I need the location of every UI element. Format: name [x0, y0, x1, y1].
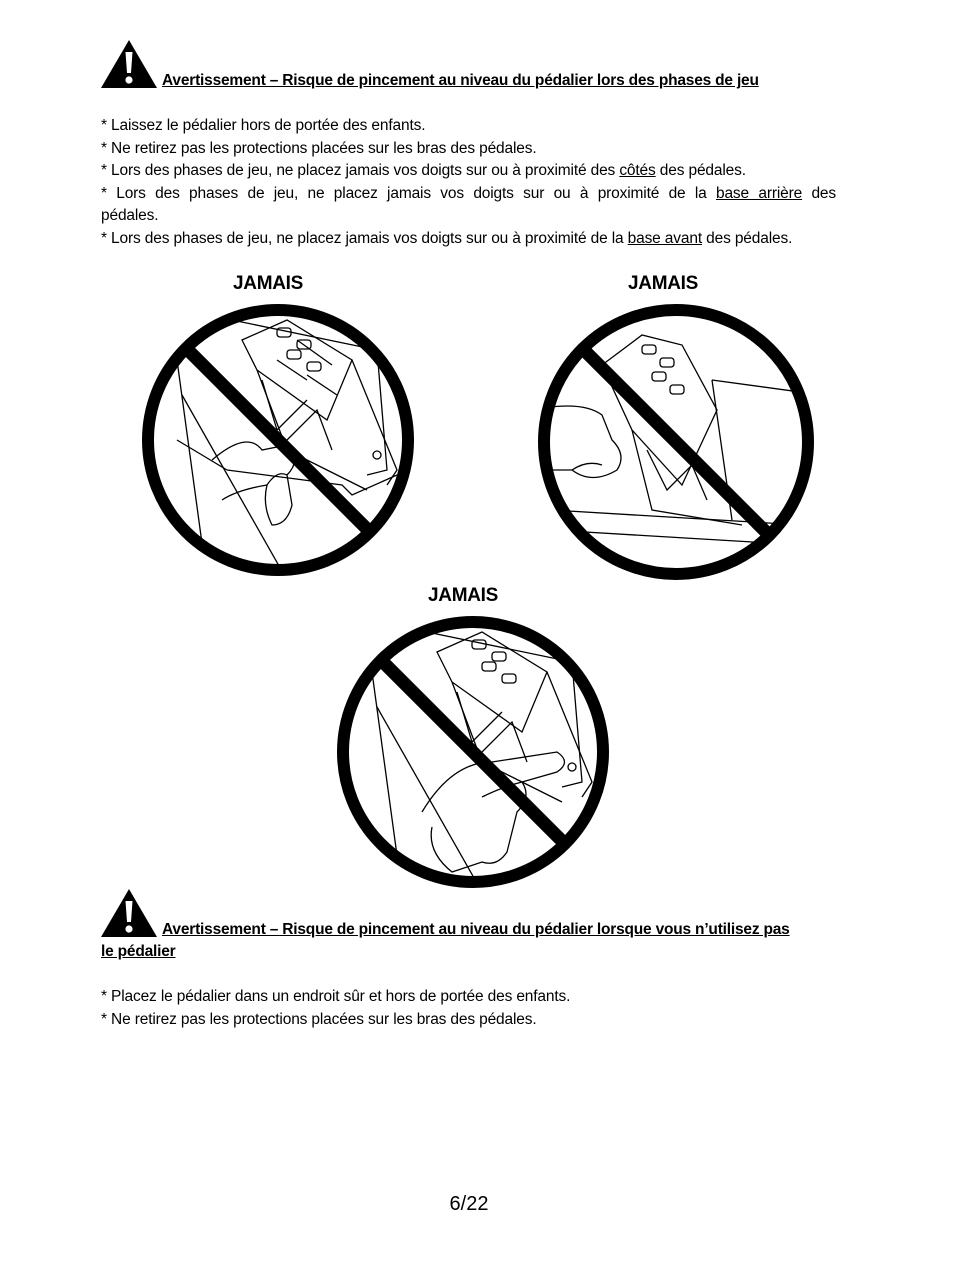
page-number: 6/22	[449, 1193, 489, 1215]
warning-triangle-icon	[100, 39, 158, 89]
list-item: * Lors des phases de jeu, ne placez jamais vos doigts sur ou à proximité de la base arrière des	[101, 184, 836, 202]
list-item: * Placez le pédalier dans un endroit sûr et hors de portée des enfants.	[101, 988, 571, 1005]
figure-never-rear-base	[532, 300, 820, 584]
list-item: * Ne retirez pas les protections placées sur les bras des pédales.	[101, 1010, 537, 1028]
underlined-term-rear-base: base arrière	[715, 184, 803, 202]
warning-triangle-icon	[100, 888, 158, 938]
warning-title-storage-continuation: le pédalier	[101, 943, 176, 960]
figure-never-front-base	[332, 612, 614, 892]
underlined-term-front-base: base avant	[627, 229, 702, 247]
warning-title-gameplay: Avertissement – Risque de pincement au niveau du pédalier lors des phases de jeu	[162, 72, 759, 89]
list-item-continuation: pédales.	[101, 207, 159, 224]
figure-label-never: JAMAIS	[628, 273, 698, 294]
list-item: * Ne retirez pas les protections placées sur les bras des pédales.	[101, 139, 537, 157]
figure-never-sides	[137, 300, 419, 580]
list-item: * Lors des phases de jeu, ne placez jamais vos doigts sur ou à proximité de la base avant des pédales.	[101, 229, 793, 247]
storage-precautions-list	[101, 986, 836, 1031]
list-item: * Laissez le pédalier hors de portée des enfants.	[101, 117, 426, 134]
underlined-term-sides: côtés	[619, 162, 656, 179]
warning-title-storage: Avertissement – Risque de pincement au niveau du pédalier lorsque vous n’utilisez pas	[162, 921, 790, 938]
figure-label-never: JAMAIS	[233, 273, 303, 294]
figure-label-never: JAMAIS	[428, 585, 498, 606]
gameplay-precautions-list	[101, 115, 836, 250]
list-item: * Lors des phases de jeu, ne placez jamais vos doigts sur ou à proximité des côtés des pédales.	[101, 162, 746, 179]
